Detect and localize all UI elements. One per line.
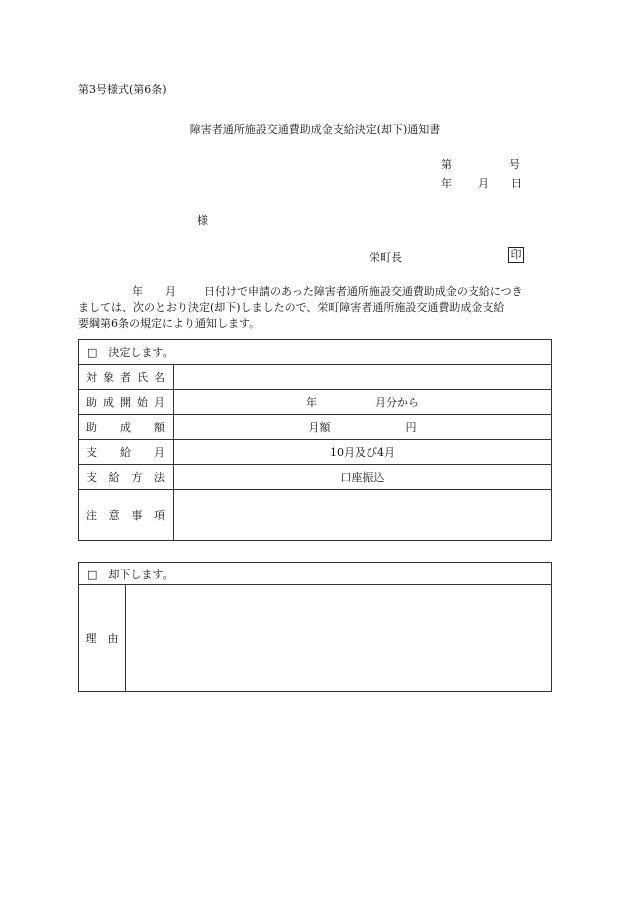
seal-stamp: 印 (508, 247, 524, 263)
notes-label: 注意事項 (79, 490, 174, 541)
document-title: 障害者通所施設交通費助成金支給決定(却下)通知書 (189, 123, 441, 136)
number-suffix: 号 (509, 158, 520, 171)
table-row (79, 415, 552, 440)
table-row (79, 365, 552, 390)
start-month-label: 助成開始月 (79, 390, 174, 415)
notes-field[interactable] (174, 490, 552, 541)
table-row (79, 465, 552, 490)
body-month: 月 (165, 285, 176, 298)
body-year: 年 (132, 285, 143, 298)
date-month-label: 月 (478, 177, 489, 190)
subsidy-amount-field[interactable] (174, 415, 552, 440)
yen-unit-text: 円 (405, 421, 417, 434)
reason-label: 理 由 (79, 585, 126, 692)
rejection-checkbox-label[interactable]: □ 却下します。 (79, 563, 552, 585)
body-line-2: ましては、次のとおり決定(却下)しましたので、栄町障害者通所施設交通費助成金支給 (78, 301, 505, 314)
recipient-name-label: 対象者氏名 (79, 365, 174, 390)
body-line-1 (90, 284, 552, 300)
table-row (79, 490, 552, 541)
table-row (79, 440, 552, 465)
number-prefix: 第 (441, 158, 452, 171)
table-row (79, 390, 552, 415)
table-row (79, 585, 552, 692)
decision-checkbox-label[interactable]: □ 決定します。 (79, 340, 552, 365)
date-year-label: 年 (441, 177, 452, 190)
date-day-label: 日 (511, 177, 522, 190)
monthly-amount-text: 月額 (308, 421, 331, 434)
start-month-field[interactable] (174, 390, 552, 415)
rejection-header-row (79, 563, 552, 585)
addressee-suffix: 様 (197, 214, 208, 227)
rejection-table (78, 562, 552, 692)
payment-method-value: 口座振込 (174, 465, 552, 490)
form-number: 第3号様式(第6条) (78, 83, 167, 96)
body-line-3: 要綱第6条の規定により通知します。 (78, 317, 261, 330)
notice-body (78, 284, 552, 332)
decision-table (78, 339, 552, 541)
payment-month-label: 支給月 (79, 440, 174, 465)
reason-field[interactable] (126, 585, 552, 692)
sender-name: 栄町長 (369, 251, 402, 264)
decision-header-row (79, 340, 552, 365)
payment-method-label: 支給方法 (79, 465, 174, 490)
subsidy-amount-label: 助成額 (79, 415, 174, 440)
start-year-text: 年 (306, 396, 317, 409)
body-line-1-text: 日付けで申請のあった障害者通所施設交通費助成金の支給につき (204, 285, 523, 298)
start-month-text: 月分から (375, 396, 419, 409)
recipient-name-field[interactable] (174, 365, 552, 390)
payment-month-value: 10月及び4月 (174, 440, 552, 465)
